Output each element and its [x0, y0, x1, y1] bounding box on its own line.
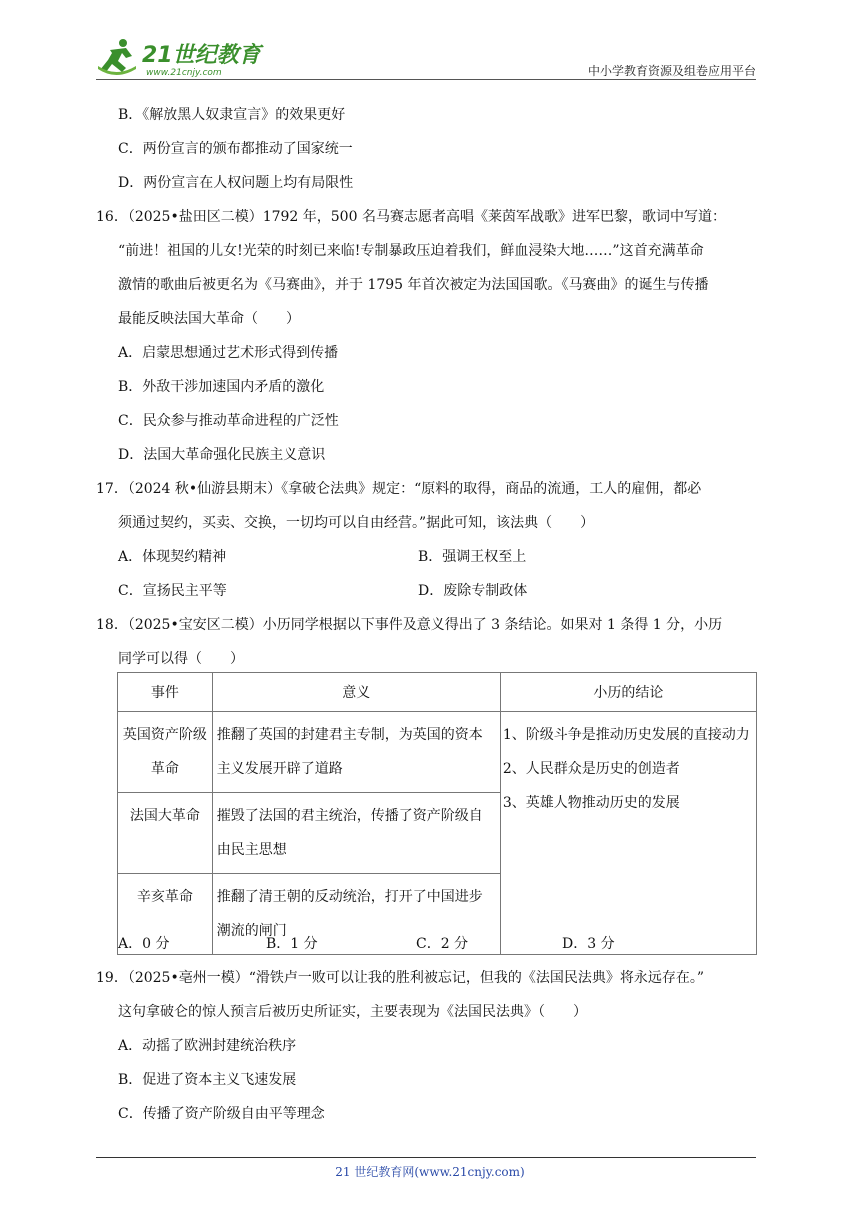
prev-option-d: D．两份宣言在人权问题上均有局限性	[118, 175, 354, 191]
q16-option-a: A．启蒙思想通过艺术形式得到传播	[118, 345, 339, 361]
q19-line-1: 19．（2025•亳州一模）“滑铁卢一败可以让我的胜利被忘记，但我的《法国民法典》将永远存在。”	[96, 970, 705, 986]
table-header-row	[118, 673, 757, 712]
header-divider	[96, 79, 756, 80]
table-cell-event	[118, 793, 213, 874]
runner-icon	[98, 39, 136, 75]
q18-option-c: C．2 分	[416, 936, 469, 952]
table-cell-conclusions	[500, 712, 756, 955]
table-header-meaning: 意义	[212, 673, 500, 712]
table-header-conclusion: 小历的结论	[500, 673, 756, 712]
meaning-text: 推翻了清王朝的反动统治，打开了中国进步潮流的闸门	[216, 889, 483, 939]
q17-line-2: 须通过契约，买卖、交换，一切均可以自由经营。”据此可知，该法典（ ）	[118, 515, 595, 531]
site-logo	[96, 36, 266, 80]
meaning-text: 摧毁了法国的君主统治，传播了资产阶级自由民主思想	[216, 808, 483, 858]
q18-table	[117, 672, 757, 955]
q18-option-a: A．0 分	[118, 936, 170, 952]
footer-divider	[96, 1157, 756, 1158]
conclusion-item: 2、人民群众是历史的创造者	[502, 761, 680, 777]
q17-option-d: D．废除专制政体	[418, 583, 528, 599]
q18-line-1: 18．（2025•宝安区二模）小历同学根据以下事件及意义得出了 3 条结论。如果对 1 条得 1 分，小历	[96, 617, 723, 633]
meaning-text: 推翻了英国的封建君主专制，为英国的资本主义发展开辟了道路	[216, 727, 483, 777]
q19-option-a: A．动摇了欧洲封建统治秩序	[118, 1038, 297, 1054]
event-text: 辛亥革命	[136, 889, 193, 905]
footer-link[interactable]: 21 世纪教育网(www.21cnjy.com)	[335, 1165, 525, 1179]
event-text: 英国资产阶级革命	[122, 727, 207, 777]
page-header	[96, 36, 756, 84]
q17-option-b: B．强调王权至上	[418, 549, 527, 565]
logo-text: 21世纪教育	[142, 43, 261, 68]
q16-line-2: “前进！祖国的儿女!光荣的时刻已来临!专制暴政压迫着我们，鲜血浸染大地……”这首充满革命	[118, 243, 704, 259]
conclusion-item: 3、英雄人物推动历史的发展	[502, 795, 680, 811]
q18-line-2: 同学可以得（ ）	[118, 651, 244, 667]
q16-option-b: B．外敌干涉加速国内矛盾的激化	[118, 379, 325, 395]
q19-line-2: 这句拿破仑的惊人预言后被历史所证实，主要表现为《法国民法典》（ ）	[118, 1004, 587, 1020]
q16-option-c: C．民众参与推动革命进程的广泛性	[118, 413, 339, 429]
q18-option-d: D．3 分	[562, 936, 615, 952]
table-cell-meaning	[212, 712, 500, 793]
q19-option-b: B．促进了资本主义飞速发展	[118, 1072, 297, 1088]
q17-option-c: C．宣扬民主平等	[118, 583, 227, 599]
event-text: 法国大革命	[129, 808, 200, 824]
q16-line-4: 最能反映法国大革命（ ）	[118, 311, 300, 327]
table-row	[118, 712, 757, 793]
q16-line-3: 激情的歌曲后被更名为《马赛曲》，并于 1795 年首次被定为法国国歌。《马赛曲》的诞生与传播	[118, 277, 709, 293]
table-header-event: 事件	[118, 673, 213, 712]
q18-option-b: B．1 分	[266, 936, 318, 952]
logo-url: www.21cnjy.com	[146, 68, 222, 78]
table-cell-event	[118, 712, 213, 793]
conclusion-item: 1、阶级斗争是推动历史发展的直接动力	[502, 727, 750, 743]
q16-line-1: 16．（2025•盐田区二模）1792 年，500 名马赛志愿者高唱《莱茵军战歌》进军巴黎，歌词中写道：	[96, 209, 726, 225]
q17-option-a: A．体现契约精神	[118, 549, 227, 565]
table-cell-meaning	[212, 793, 500, 874]
prev-option-b: B．《解放黑人奴隶宣言》的效果更好	[118, 107, 346, 123]
q16-option-d: D．法国大革命强化民族主义意识	[118, 447, 326, 463]
q17-line-1: 17．（2024 秋•仙游县期末）《拿破仑法典》规定：“原料的取得，商品的流通，工人的雇佣，都必	[96, 481, 702, 497]
prev-option-c: C．两份宣言的颁布都推动了国家统一	[118, 141, 353, 157]
platform-name: 中小学教育资源及组卷应用平台	[587, 64, 756, 78]
q19-option-c: C．传播了资产阶级自由平等理念	[118, 1106, 325, 1122]
